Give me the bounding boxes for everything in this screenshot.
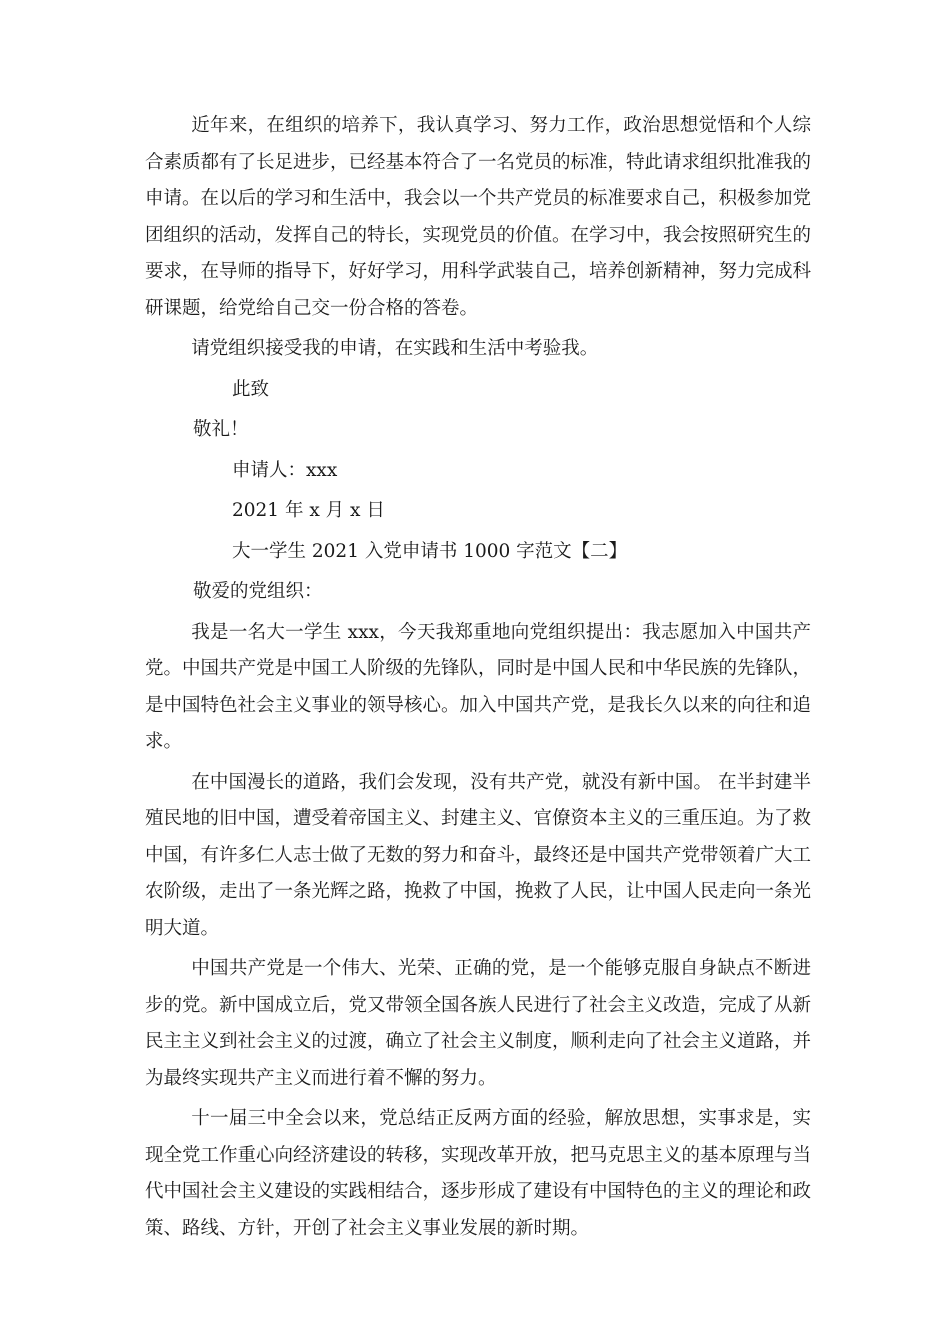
applicant-line: 申请人：xxx (232, 459, 338, 481)
body-paragraph: 近年来，在组织的培养下，我认真学习、努力工作，政治思想觉悟和个人综合素质都有了长足进步，已经基本符合了一名党员的标准，特此请求组织批准我的申请。在以后的学习和生活中，我会以一个共产党员的标准要求自己，积极参加党团组织的活动，发挥自己的特长，实现党员的价值。在学习中，我会按照研究生的要求，在导师的指导下，好好学习，用科学武装自己，培养创新精神，努力完成科研课题，给党给自己交一份合格的答卷。 (145, 115, 812, 319)
body-paragraph: 请党组织接受我的申请，在实践和生活中考验我。 (191, 338, 599, 359)
date-line: 2021 年 x 月 x 日 (232, 500, 385, 521)
greeting-line: 敬爱的党组织： (193, 581, 323, 602)
body-paragraph: 我是一名大一学生 xxx，今天我郑重地向党组织提出：我志愿加入中国共产党。中国共产党是中国工人阶级的先锋队，同时是中国人民和中华民族的先锋队，是中国特色社会主义事业的领导核心。加入中国共产党，是我长久以来的向往和追求。 (145, 621, 812, 752)
salutation-line: 敬礼！ (193, 419, 249, 440)
section-title: 大一学生 2021 入党申请书 1000 字范文【二】 (232, 540, 628, 562)
closing-line: 此致 (232, 378, 270, 400)
document-body (145, 108, 811, 1247)
body-paragraph: 在中国漫长的道路，我们会发现，没有共产党，就没有新中国。 在半封建半殖民地的旧中国，遭受着帝国主义、封建主义、官僚资本主义的三重压迫。为了救中国，有许多仁人志士做了无数的努力和奋斗，最终还是中国共产党带领着广大工农阶级，走出了一条光辉之路，挽救了中国，挽救了人民，让中国人民走向一条光明大道。 (145, 771, 812, 939)
body-paragraph: 中国共产党是一个伟大、光荣、正确的党，是一个能够克服自身缺点不断进步的党。新中国成立后，党又带领全国各族人民进行了社会主义改造，完成了从新民主主义到社会主义的过渡，确立了社会主义制度，顺利走向了社会主义道路，并为最终实现共产主义而进行着不懈的努力。 (145, 958, 812, 1089)
body-paragraph: 十一届三中全会以来，党总结正反两方面的经验，解放思想，实事求是，实现全党工作重心向经济建设的转移，实现改革开放，把马克思主义的基本原理与当代中国社会主义建设的实践相结合，逐步形成了建设有中国特色的主义的理论和政策、路线、方针，开创了社会主义事业发展的新时期。 (145, 1108, 812, 1239)
